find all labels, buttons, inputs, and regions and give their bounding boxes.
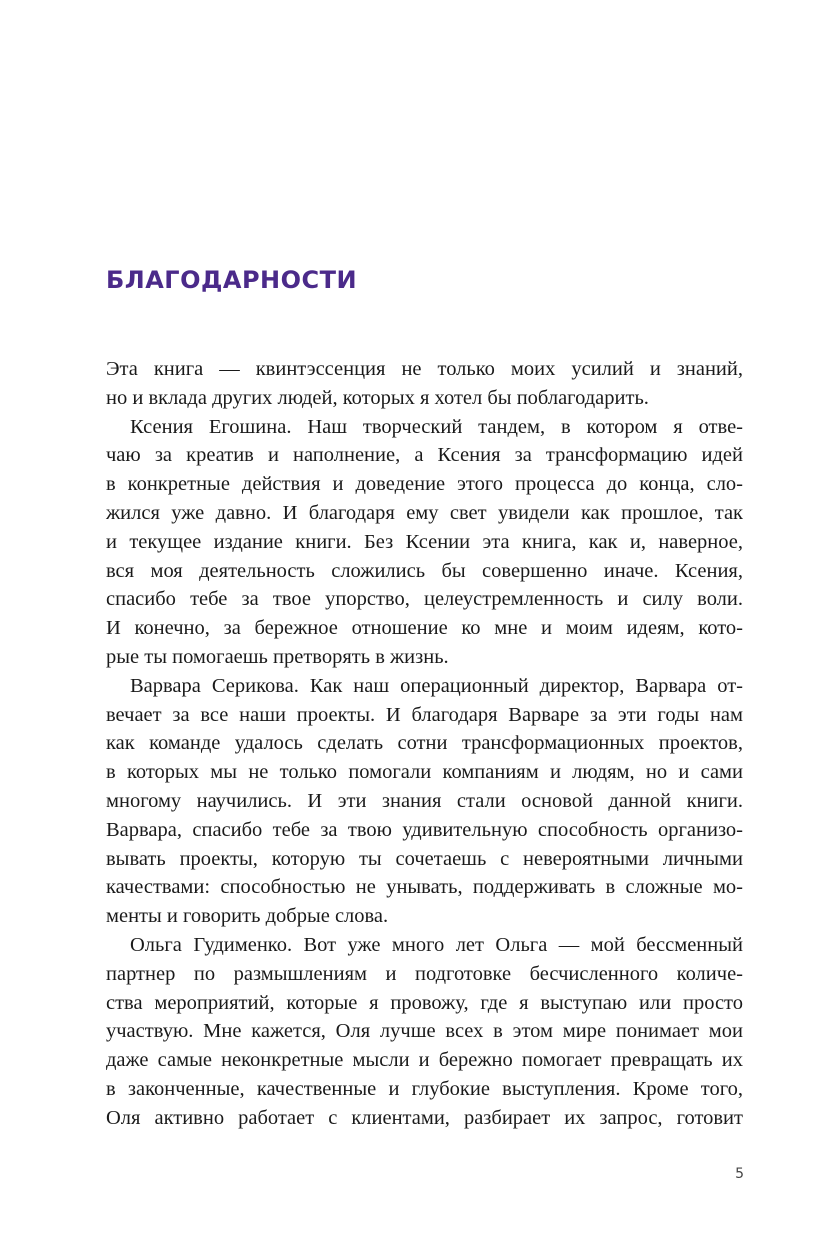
- text-line: Оля активно работает с клиентами, разбирает их запрос, готовит: [106, 1106, 743, 1129]
- text-line: в законченные, качественные и глубокие выступления. Кроме того,: [106, 1077, 743, 1100]
- body-text: [106, 355, 743, 1133]
- text-line: ства мероприятий, которые я провожу, где я выступаю или просто: [106, 991, 743, 1014]
- text-line: в конкретные действия и доведение этого процесса до конца, сло-: [106, 473, 743, 496]
- text-line: вечает за все наши проекты. И благодаря Варваре за эти годы нам: [106, 703, 743, 726]
- text-line: Варвара, спасибо тебе за твою удивительную способность организо-: [106, 818, 743, 841]
- text-line: жился уже давно. И благодаря ему свет увидели как прошлое, так: [106, 501, 743, 524]
- text-line: менты и говорить добрые слова.: [106, 905, 389, 928]
- text-line: и текущее издание книги. Без Ксении эта книга, как и, наверное,: [106, 530, 743, 553]
- text-line: партнер по размышлениям и подготовке бесчисленного количе-: [106, 962, 743, 985]
- page-number: 5: [735, 1166, 744, 1182]
- text-line: качествами: способностью не унывать, поддерживать в сложные мо-: [106, 876, 743, 899]
- text-line: даже самые неконкретные мысли и бережно помогает превращать их: [106, 1049, 743, 1072]
- text-line: чаю за креатив и наполнение, а Ксения за трансформацию идей: [106, 444, 743, 467]
- text-line: Ольга Гудименко. Вот уже много лет Ольга — мой бессменный: [130, 933, 743, 956]
- text-line: вся моя деятельность сложились бы совершенно иначе. Ксения,: [106, 559, 743, 582]
- text-line: в которых мы не только помогали компаниям и людям, но и сами: [106, 761, 743, 784]
- text-line: спасибо тебе за твое упорство, целеустремленность и силу воли.: [106, 588, 743, 611]
- text-line: как команде удалось сделать сотни трансформационных проектов,: [106, 732, 743, 755]
- text-line: вывать проекты, которую ты сочетаешь с невероятными личными: [106, 847, 743, 870]
- text-line: Варвара Серикова. Как наш операционный директор, Варвара от-: [130, 674, 743, 697]
- text-line: многому научились. И эти знания стали основой данной книги.: [106, 789, 743, 812]
- text-line: участвую. Мне кажется, Оля лучше всех в этом мире понимает мои: [106, 1020, 743, 1043]
- text-line: И конечно, за бережное отношение ко мне и моим идеям, кото-: [106, 617, 743, 640]
- text-line: рые ты помогаешь претворять в жизнь.: [106, 645, 449, 668]
- chapter-heading: БЛАГОДАРНОСТИ: [106, 266, 358, 294]
- text-line: Ксения Егошина. Наш творческий тандем, в котором я отве-: [130, 415, 743, 438]
- text-line: но и вклада других людей, которых я хотел бы поблагодарить.: [106, 386, 649, 409]
- text-line: Эта книга — квинтэссенция не только моих усилий и знаний,: [106, 358, 743, 380]
